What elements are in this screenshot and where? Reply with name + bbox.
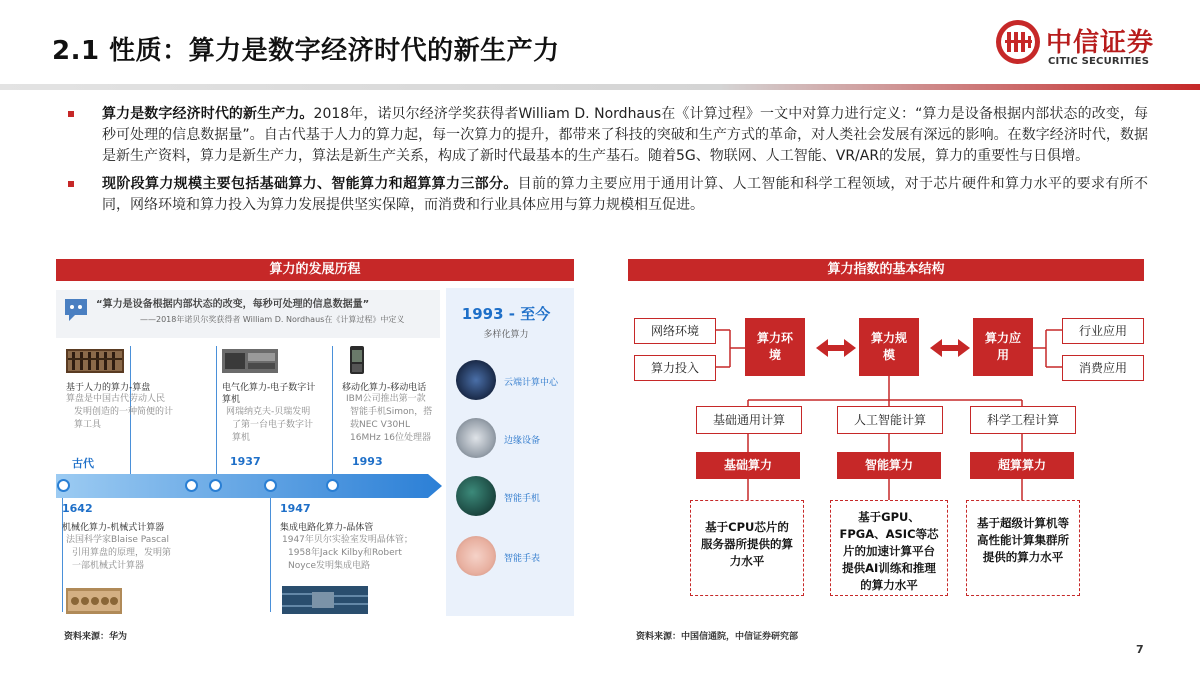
compute-type-box: 基础算力 (696, 452, 800, 479)
event-year: 1937 (230, 455, 261, 468)
page-number: 7 (1136, 643, 1144, 656)
event-title: 集成电路化算力-晶体管 (280, 523, 374, 533)
event-desc-line: 载NEC V30HL (350, 420, 410, 430)
quote-source: ——2018年诺贝尔奖获得者 William D. Nordhaus在《计算过程》中定义 (140, 315, 405, 324)
device-label: 智能手表 (504, 554, 541, 564)
device-label: 智能手机 (504, 494, 541, 504)
event-desc-line: 算机 (232, 433, 251, 443)
event-desc-line: 1947年贝尔实验室发明晶体管； (282, 535, 413, 545)
field-box: 人工智能计算 (837, 406, 943, 434)
core-box-scale: 算力规模 (859, 318, 919, 376)
right-source-note: 资料来源：中国信通院，中信证券研究部 (636, 632, 799, 642)
core-box-env: 算力环境 (745, 318, 805, 376)
output-box: 行业应用 (1062, 318, 1144, 344)
event-desc-line: 发明创造的一种简便的计 (74, 407, 174, 417)
event-desc-line: 算盘是中国古代劳动人民 (66, 394, 166, 404)
page-title: 2.1 性质：算力是数字经济时代的新生产力 (52, 36, 560, 66)
left-source-note: 资料来源：华为 (64, 632, 128, 642)
event-desc-line: 网瑞纳克夫-贝瑞发明 (226, 407, 311, 417)
event-desc-line: IBM公司推出第一款 (346, 394, 426, 404)
era-title: 1993 - 至今 (461, 305, 551, 323)
event-title: 基于人力的算力-算盘 (66, 383, 151, 393)
left-panel-title: 算力的发展历程 (56, 259, 574, 281)
event-desc-line: 智能手机Simon，搭 (350, 407, 433, 417)
event-year: 古代 (72, 457, 94, 470)
input-box: 算力投入 (634, 355, 716, 381)
event-desc-line: 算工具 (74, 420, 102, 430)
event-desc-line: 1958年Jack Kilby和Robert (288, 548, 402, 558)
quote-text: “算力是设备根据内部状态的改变，每秒可处理的信息数据量” (96, 299, 370, 310)
bullet-lead: 现阶段算力规模主要包括基础算力、智能算力和超算算力三部分。 (102, 176, 518, 192)
output-box: 消费应用 (1062, 355, 1144, 381)
compute-type-box: 智能算力 (837, 452, 941, 479)
device-label: 云端计算中心 (504, 378, 559, 388)
field-box: 科学工程计算 (970, 406, 1076, 434)
event-title: 移动化算力-移动电话 (342, 383, 427, 393)
event-year: 1947 (280, 502, 311, 515)
detail-box: 基于CPU芯片的服务器所提供的算力水平 (690, 500, 804, 596)
field-box: 基础通用计算 (696, 406, 802, 434)
era-subtitle: 多样化算力 (483, 330, 529, 340)
event-title: 电气化算力-电子数字计 (222, 383, 316, 393)
detail-box: 基于GPU、FPGA、ASIC等芯片的加速计算平台提供AI训练和推理的算力水平 (830, 500, 948, 596)
event-desc-line: Noyce发明集成电路 (288, 561, 371, 571)
event-title: 机械化算力-机械式计算器 (62, 523, 165, 533)
compute-type-box: 超算算力 (970, 452, 1074, 479)
event-desc-line: 16MHz 16位处理器 (350, 433, 432, 443)
event-desc-line: 一部机械式计算器 (72, 561, 145, 571)
event-desc-line: 引用算盘的原理，发明第 (72, 548, 172, 558)
logo-english-text: CITIC SECURITIES (1048, 56, 1150, 67)
logo-chinese-text: 中信证券 (1046, 28, 1155, 58)
bullet-lead: 算力是数字经济时代的新生产力。 (102, 106, 314, 122)
device-label: 边缘设备 (504, 436, 541, 446)
bullet-text: 目前的算力主要应用于通用计算、人工智能和科学工程领域，对于芯片硬件和算力水平的要求有所不同，网络环境和算力投入为算力发展提供坚实保障，而消费和行业具体应用与算力规模相互促进。 (102, 176, 1149, 213)
event-title-line2: 算机 (222, 395, 241, 405)
event-year: 1993 (352, 455, 383, 468)
input-box: 网络环境 (634, 318, 716, 344)
event-desc-line: 了第一台电子数字计 (232, 420, 314, 430)
right-panel-title: 算力指数的基本结构 (628, 259, 1144, 281)
detail-box: 基于超级计算机等高性能计算集群所提供的算力水平 (966, 500, 1080, 596)
bullet-text: 2018年，诺贝尔经济学奖获得者William D. Nordhaus在《计算过程》一文中对算力进行定义：“算力是设备根据内部状态的改变，每秒可处理的信息数据量”。自古代基于人力的算力起，每一次算力的提升，都带来了科技的突破和生产方式的革命，对人类社会发展有深远的影响。在数字经济时代，数据是新生产资料，算力是新生产力，算法是新生产关系，构成了新时代最基本的生产基石。随着5G、物联网、人工智能、VR/AR的发展，算力的重要性与日俱增。 (102, 106, 1149, 164)
event-desc-line: 法国科学家Blaise Pascal (66, 535, 169, 545)
core-box-app: 算力应用 (973, 318, 1033, 376)
event-year: 1642 (62, 502, 93, 515)
